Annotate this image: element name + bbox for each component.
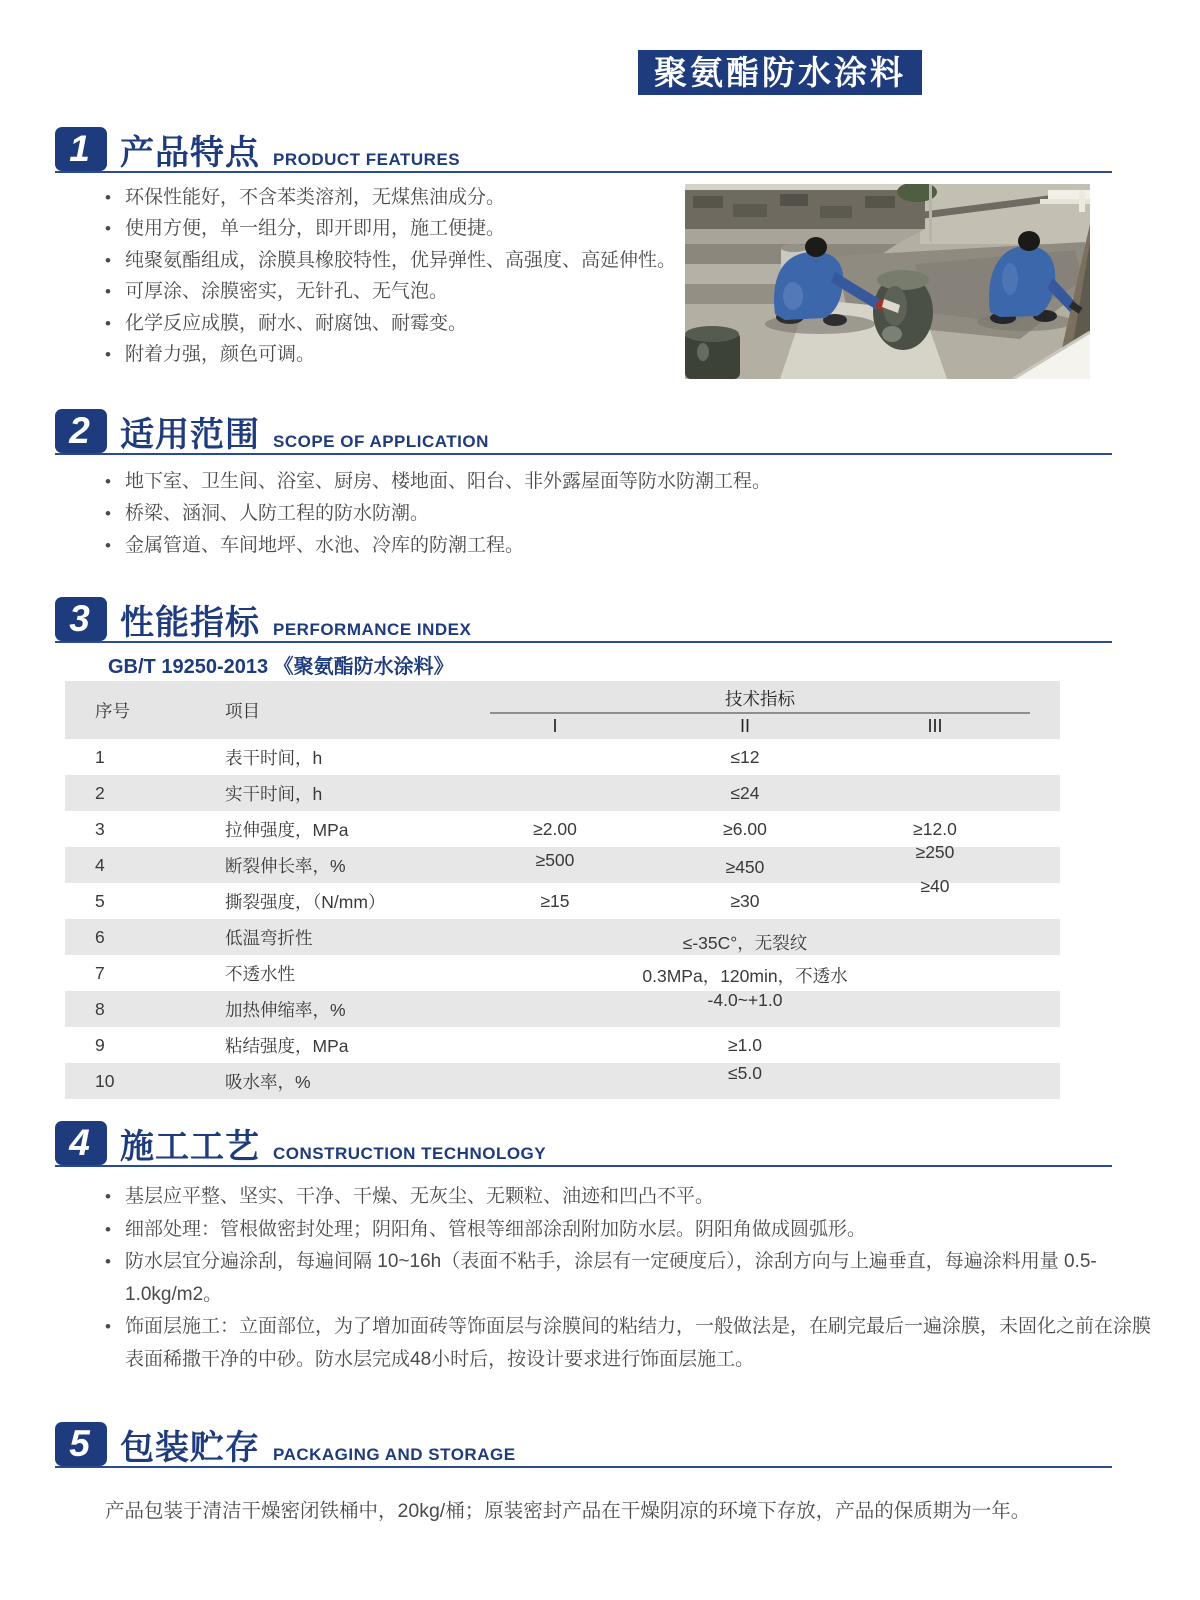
cell-value: ≥15 xyxy=(540,890,570,911)
cell-value: ≤12 xyxy=(730,746,760,767)
section-5-number-badge: 5 xyxy=(55,1422,107,1466)
col-header-grade-3: III xyxy=(927,715,943,736)
list-item-text: 桥梁、涵洞、人防工程的防水防潮。 xyxy=(125,502,430,524)
table-row xyxy=(65,739,1060,775)
cell-value: ≥500 xyxy=(535,849,575,870)
list-item-text: 细部处理：管根做密封处理；阴阳角、管根等细部涂刮附加防水层。阴阳角做成圆弧形。 xyxy=(125,1218,867,1240)
list-item xyxy=(103,308,743,339)
bullet-icon: • xyxy=(105,1187,111,1206)
cell-item: 低温弯折性 xyxy=(225,927,313,948)
page-title: 聚氨酯防水涂料 xyxy=(638,50,922,95)
col-header-tech-label: 技术指标 xyxy=(725,689,795,709)
section-5-header xyxy=(55,1421,1112,1468)
cell-value: ≥450 xyxy=(725,856,765,877)
col-header-grade-2: II xyxy=(739,715,750,736)
cell-no: 1 xyxy=(95,746,105,767)
bullet-icon: • xyxy=(105,535,111,555)
construction-photo xyxy=(685,184,1090,379)
section-2-title: 适用范围 xyxy=(120,416,260,454)
table-row xyxy=(65,1063,1060,1099)
list-item xyxy=(103,245,743,276)
list-item-text: 使用方便，单一组分，即开即用，施工便捷。 xyxy=(125,218,506,240)
cell-item: 断裂伸长率，% xyxy=(225,855,346,876)
cell-item: 实干时间，h xyxy=(225,783,323,804)
section-1-subtitle: PRODUCT FEATURES xyxy=(273,150,461,169)
tech-header-divider xyxy=(490,712,1030,714)
list-item-text: 防水层宜分遍涂刮，每遍间隔 10~16h（表面不粘手，涂层有一定硬度后），涂刮方向与上遍垂直，每遍涂料用量 0.5-1.0kg/m2。 xyxy=(125,1251,1097,1305)
cell-value: 0.3MPa，120min，不透水 xyxy=(642,965,848,986)
section-2-header xyxy=(55,408,1112,455)
section-2-subtitle: SCOPE OF APPLICATION xyxy=(273,432,489,451)
list-item xyxy=(103,1181,1155,1214)
section-1-header xyxy=(55,126,1112,173)
section-4-number-badge: 4 xyxy=(55,1121,107,1165)
table-row xyxy=(65,955,1060,991)
section-5-title: 包装贮存 xyxy=(120,1429,260,1467)
bullet-icon: • xyxy=(105,1252,111,1272)
list-item xyxy=(103,213,743,244)
table-row xyxy=(65,1027,1060,1063)
list-item-text: 附着力强，颜色可调。 xyxy=(125,344,316,366)
cell-value: ≥6.00 xyxy=(723,818,767,839)
cell-no: 8 xyxy=(95,998,105,1019)
cell-no: 2 xyxy=(95,782,105,803)
section-5-subtitle: PACKAGING AND STORAGE xyxy=(273,1445,516,1464)
list-item xyxy=(103,182,743,213)
table-row xyxy=(65,991,1060,1027)
section-4-subtitle: CONSTRUCTION TECHNOLOGY xyxy=(273,1144,547,1163)
list-item xyxy=(103,1311,1155,1376)
list-item-text: 环保性能好，不含苯类溶剂，无煤焦油成分。 xyxy=(125,187,506,208)
section-1-title: 产品特点 xyxy=(120,134,260,172)
list-item-text: 基层应平整、坚实、干净、干燥、无灰尘、无颗粒、油迹和凹凸不平。 xyxy=(125,1186,715,1207)
packaging-storage-text: 产品包装于清洁干燥密闭铁桶中，20kg/桶；原装密封产品在干燥阴凉的环境下存放，产品的保质期为一年。 xyxy=(105,1500,1031,1522)
cell-item: 粘结强度，MPa xyxy=(225,1035,349,1056)
cell-item: 撕裂强度，（N/mm） xyxy=(225,891,386,912)
section-3-header xyxy=(55,596,1112,643)
cell-item: 拉伸强度，MPa xyxy=(225,819,349,840)
list-item xyxy=(103,276,743,307)
bullet-icon: • xyxy=(105,472,111,491)
col-header-grade-1: I xyxy=(552,715,558,736)
cell-no: 9 xyxy=(95,1034,105,1055)
cell-item: 吸水率，% xyxy=(225,1071,311,1092)
section-3-title: 性能指标 xyxy=(120,604,260,642)
cell-value: ≤24 xyxy=(730,782,760,803)
table-header xyxy=(65,681,1060,739)
col-header-tech xyxy=(460,681,1060,713)
cell-value: -4.0~+1.0 xyxy=(707,989,783,1010)
construction-photo-graphic xyxy=(685,184,1090,379)
section-1-number-badge: 1 xyxy=(55,127,107,171)
section-4-title: 施工工艺 xyxy=(120,1128,260,1166)
bullet-icon: • xyxy=(105,1219,111,1239)
list-item-text: 地下室、卫生间、浴室、厨房、楼地面、阳台、非外露屋面等防水防潮工程。 xyxy=(125,471,772,492)
list-item xyxy=(103,1246,1155,1311)
application-scope-list xyxy=(103,466,1003,561)
cell-no: 4 xyxy=(95,854,105,875)
section-3-number-badge: 3 xyxy=(55,597,107,641)
bullet-icon: • xyxy=(105,250,111,270)
bullet-icon: • xyxy=(105,345,111,365)
col-header-item: 项目 xyxy=(225,700,260,721)
cell-no: 3 xyxy=(95,818,105,839)
list-item-text: 可厚涂、涂膜密实，无针孔、无气泡。 xyxy=(125,281,449,303)
col-header-no: 序号 xyxy=(95,700,130,721)
cell-value: ≥2.00 xyxy=(533,818,577,839)
cell-no: 5 xyxy=(95,890,105,911)
bullet-icon: • xyxy=(105,1317,111,1337)
construction-steps-list xyxy=(103,1181,1155,1377)
cell-item: 不透水性 xyxy=(225,963,295,984)
cell-value: ≤5.0 xyxy=(728,1062,762,1083)
standard-reference: GB/T 19250-2013 《聚氨酯防水涂料》 xyxy=(108,656,454,678)
list-item xyxy=(103,498,1003,530)
section-3-subtitle: PERFORMANCE INDEX xyxy=(273,620,472,639)
list-item xyxy=(103,339,743,370)
cell-value: ≤-35C°，无裂纹 xyxy=(682,932,808,953)
list-item-text: 金属管道、车间地坪、水池、冷库的防潮工程。 xyxy=(125,534,525,556)
bullet-icon: • xyxy=(105,282,111,302)
cell-no: 6 xyxy=(95,926,105,947)
list-item-text: 饰面层施工：立面部位，为了增加面砖等饰面层与涂膜间的粘结力，一般做法是，在刷完最后一遍涂膜，未固化之前在涂膜表面稀撒干净的中砂。防水层完成48小时后，按设计要求进行饰面层施工。 xyxy=(125,1316,1152,1370)
table-row xyxy=(65,775,1060,811)
cell-value: ≥1.0 xyxy=(728,1034,762,1055)
product-features-list xyxy=(103,182,743,370)
cell-value: ≥40 xyxy=(920,875,950,896)
list-item-text: 纯聚氨酯组成，涂膜具橡胶特性，优异弹性、高强度、高延伸性。 xyxy=(125,249,677,271)
list-item xyxy=(103,530,1003,562)
list-item xyxy=(103,466,1003,498)
cell-no: 10 xyxy=(95,1070,115,1091)
cell-value: ≥12.0 xyxy=(913,818,957,839)
cell-value: ≥250 xyxy=(915,841,955,862)
bullet-icon: • xyxy=(105,503,111,523)
bullet-icon: • xyxy=(105,188,111,207)
performance-index-table xyxy=(65,681,1060,1099)
list-item-text: 化学反应成膜，耐水、耐腐蚀、耐霉变。 xyxy=(125,312,468,334)
table-row xyxy=(65,875,1060,919)
cell-item: 加热伸缩率，% xyxy=(225,999,346,1020)
cell-value: ≥30 xyxy=(730,890,760,911)
bullet-icon: • xyxy=(105,313,111,333)
cell-no: 7 xyxy=(95,962,105,983)
table-row xyxy=(65,919,1060,955)
section-2-number-badge: 2 xyxy=(55,409,107,453)
cell-item: 表干时间，h xyxy=(225,747,323,768)
list-item xyxy=(103,1214,1155,1247)
section-4-header xyxy=(55,1120,1112,1167)
bullet-icon: • xyxy=(105,219,111,239)
